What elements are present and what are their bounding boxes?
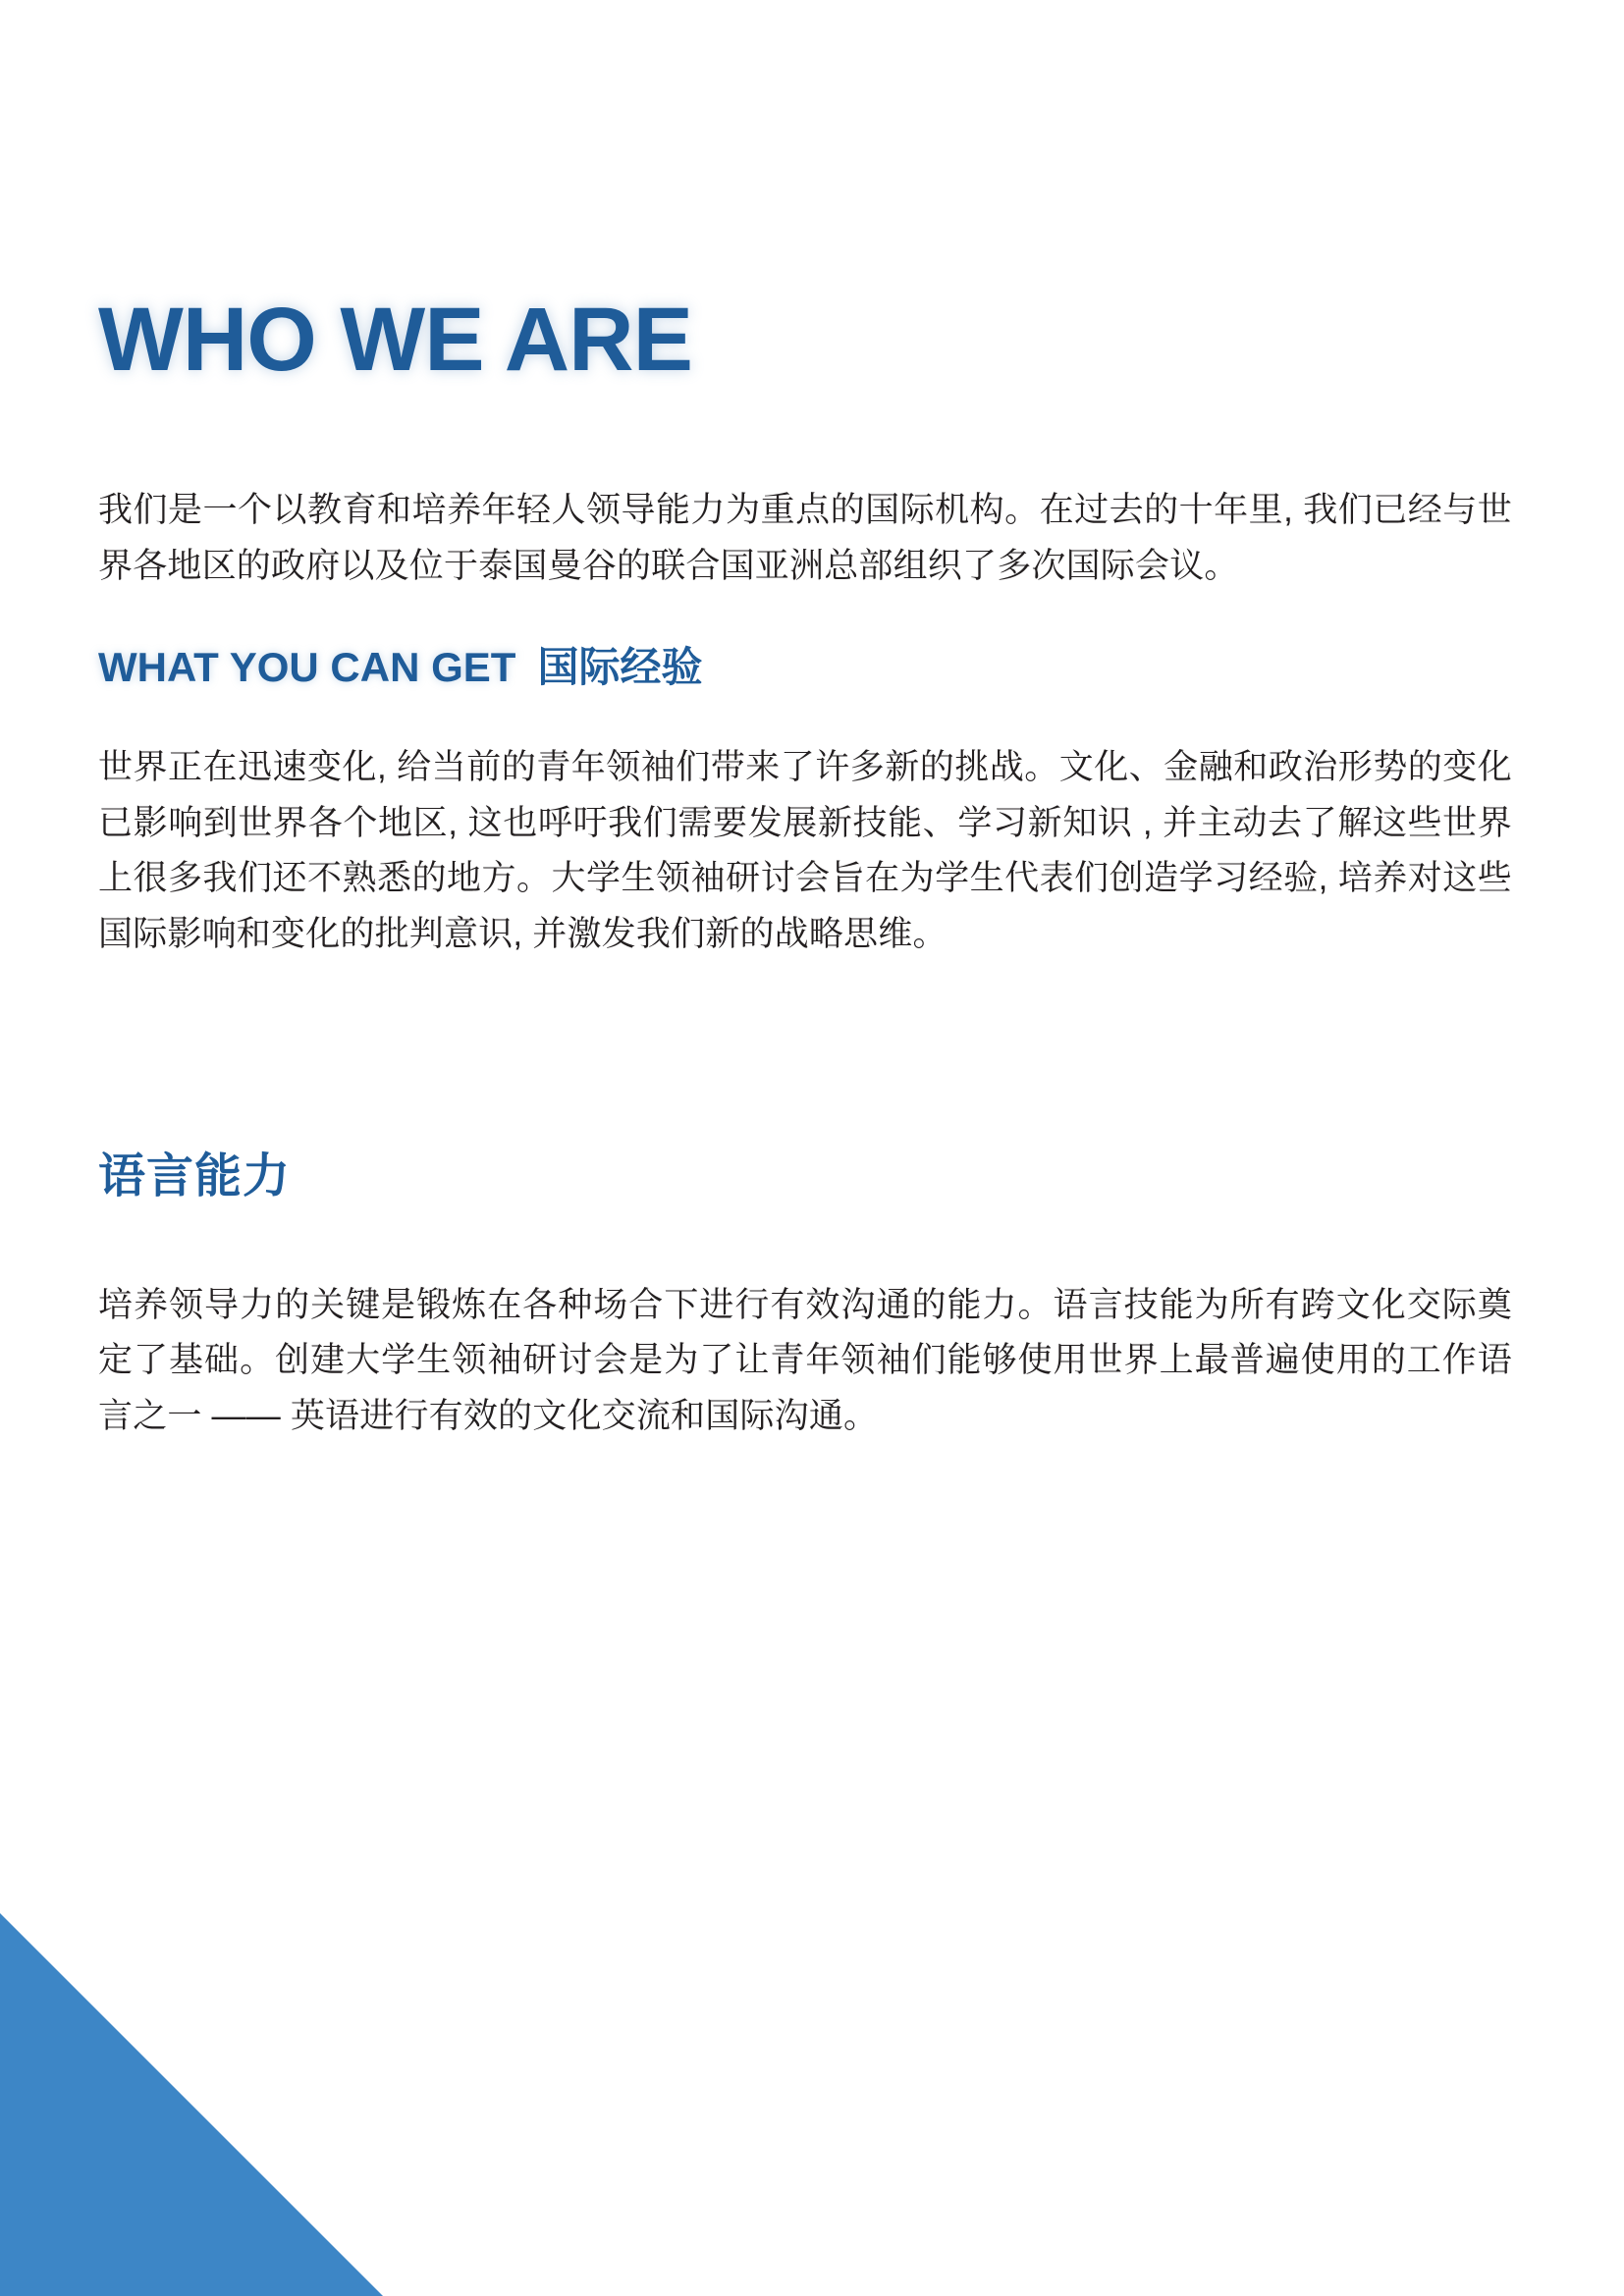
what-you-can-get-paragraph: 世界正在迅速变化, 给当前的青年领袖们带来了许多新的挑战。文化、金融和政治形势的变化已影响到世界各个地区, 这也呼吁我们需要发展新技能、学习新知识 , 并主动去了解这些世界上很多我们还不熟悉的地方。大学生领袖研讨会旨在为学生代表们创造学习经验, 培养对这些国际影响和变化的批判意识, 并激发我们新的战略思维。 [98, 747, 1512, 954]
section-heading-english: WHAT YOU CAN GET [98, 644, 516, 691]
section-spacer [98, 1010, 1512, 1043]
section-heading-language-ability: 语言能力 [98, 1149, 292, 1202]
document-content [98, 290, 1512, 1492]
decorative-corner-triangle [0, 1913, 383, 2296]
page-title: WHO WE ARE [98, 290, 692, 390]
section-heading-chinese: 国际经验 [537, 644, 703, 691]
intro-paragraph: 我们是一个以教育和培养年轻人领导能力为重点的国际机构。在过去的十年里, 我们已经与世界各地区的政府以及位于泰国曼谷的联合国亚洲总部组织了多次国际会议。 [98, 491, 1512, 585]
language-ability-paragraph: 培养领导力的关键是锻炼在各种场合下进行有效沟通的能力。语言技能为所有跨文化交际奠定了基础。创建大学生领袖研讨会是为了让青年领袖们能够使用世界上最普遍使用的工作语言之一 —— 英语进行有效的文化交流和国际沟通。 [98, 1285, 1512, 1436]
section-heading-what-you-can-get [98, 641, 1512, 695]
